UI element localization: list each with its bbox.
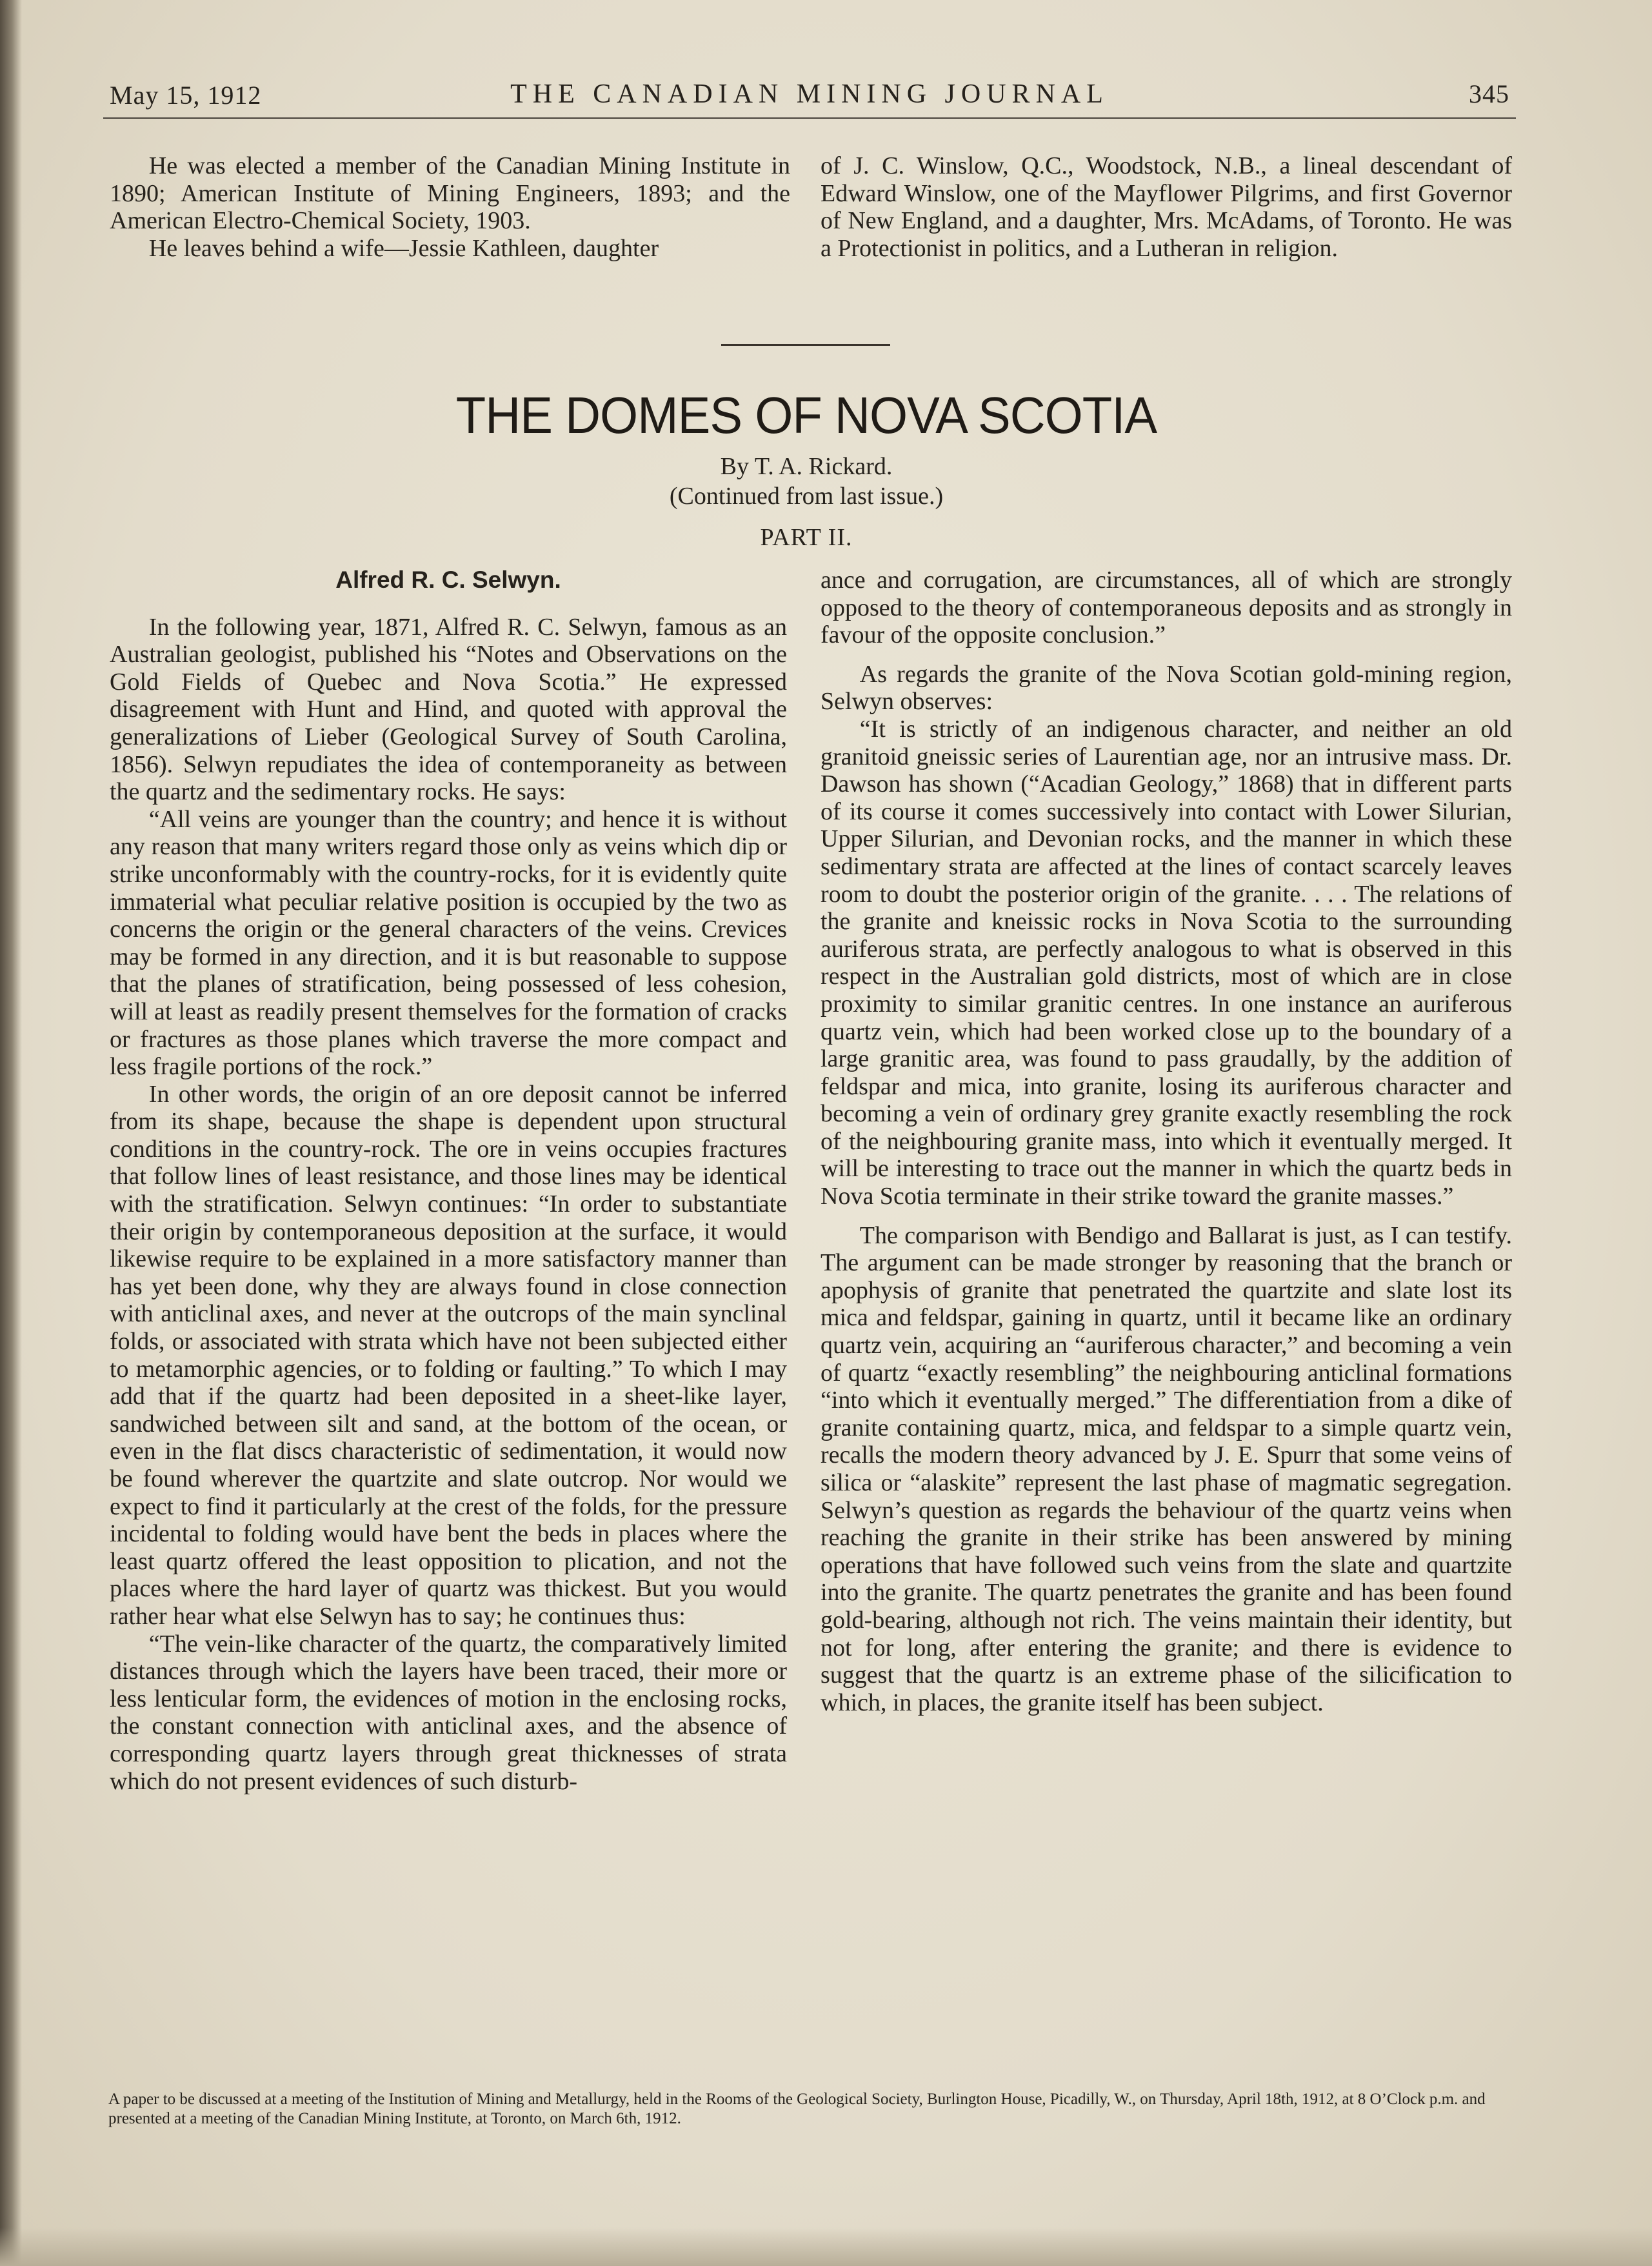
- page-bottom-shadow: [0, 2227, 1652, 2266]
- section-heading: Alfred R. C. Selwyn.: [335, 566, 561, 593]
- binding-gutter-shadow: [0, 0, 22, 2266]
- header-rule: [103, 117, 1516, 119]
- obituary-paragraph: of J. C. Winslow, Q.C., Woodstock, N.B., a lineal descendant of Edward Winslow, one of the Mayflower Pilgrims, and first Governor of New England, and a daughter, Mrs. McAdams, of Toronto. He was a Protectionist in politics, and a Lutheran in religion.: [821, 152, 1512, 262]
- header-date: May 15, 1912: [110, 81, 262, 110]
- section-divider-rule: [721, 344, 890, 346]
- article-paragraph: As regards the granite of the Nova Scotian gold-mining region, Selwyn observes:: [821, 660, 1512, 716]
- article-byline: By T. A. Rickard.: [720, 453, 893, 480]
- article-paragraph: ance and corrugation, are circumstances, all of which are strongly opposed to the theory of contemporaneous deposits and as strongly in favour of the opposite conclusion.”: [821, 566, 1512, 649]
- article-footnote: A paper to be discussed at a meeting of the Institution of Mining and Metallurgy, held in the Rooms of the Geological Society, Burlington House, Picadilly, W., on Thursday, April 18th, 1912, at 8 O’Clock p.m. and presented at a meeting of the Canadian Mining Institute, at Toronto, on March 6th, 1912.: [108, 2091, 1486, 2127]
- article-title: THE DOMES OF NOVA SCOTIA: [455, 386, 1157, 444]
- journal-title: THE CANADIAN MINING JOURNAL: [510, 79, 1109, 109]
- running-header: [110, 76, 1509, 115]
- obituary-paragraph: He was elected a member of the Canadian Mining Institute in 1890; American Institute of Mining Engineers, 1893; and the American Electro-Chemical Society, 1903.: [110, 152, 790, 235]
- article-continued-note: (Continued from last issue.): [669, 483, 944, 510]
- article-paragraph: The comparison with Bendigo and Ballarat is just, as I can testify. The argument can be made stronger by reasoning that the branch or apophysis of granite that penetrated the quartzite and slate lost its mica and feldspar, gaining in quartz, until it became like an ordinary quartz vein, acquiring an “auriferous character,” and becoming a vein of quartz “exactly resembling” the neighbouring anticlinal formations “into which it eventually merged.” The differentiation from a dike of granite containing quartz, mica, and feldspar to a simple quartz vein, recalls the modern theory advanced by J. E. Spurr that some veins of silica or “alaskite” represent the last phase of magmatic segregation. Selwyn’s question as regards the behaviour of the quartz veins when reaching the granite in their strike has been answered by mining operations that have followed such veins from the slate and quartzite into the granite. The quartz penetrates the granite and has been found gold-bearing, although not rich. The veins maintain their identity, but not for long, after entering the granite; and there is evidence to suggest that the quartz is an extreme phase of the silicification to which, in places, the granite itself has been subject.: [821, 1221, 1512, 1716]
- article-column-right: [821, 566, 1512, 1716]
- article-paragraph: “It is strictly of an indigenous character, and neither an old granitoid gneissic series of Laurentian age, nor an intrusive mass. Dr. Dawson has shown (“Acadian Geology,” 1868) that in different parts of its course it comes successively into contact with Lower Silurian, Upper Silurian, and Devonian rocks, and the manner in which these sedimentary strata are affected at the lines of contact scarcely leaves room to doubt the posterior origin of the granite. . . . The relations of the granite and kneissic rocks in Nova Scotia to the surrounding auriferous strata, are perfectly analogous to what is observed in this respect in the Australian gold districts, most of which are in close proximity to similar granitic centres. In one instance an auriferous quartz vein, which had been worked close up to the boundary of a large granitic area, was found to pass graudally, by the addition of feldspar and mica, into granite, losing its auriferous character and becoming a vein of ordinary grey granite exactly resembling the rock of the neighbouring granite mass, into which it eventually merged. It will be interesting to trace out the manner in which the quartz beds in Nova Scotia terminate in their strike toward the granite masses.”: [821, 715, 1512, 1210]
- obituary-column-right: [821, 152, 1512, 262]
- article-title-block: [323, 385, 1290, 552]
- article-paragraph: “All veins are younger than the country; and hence it is without any reason that many writers regard those only as veins which dip or strike unconformably with the country-rocks, for it is evidently quite immaterial what peculiar relative position is occupied by the two as concerns the origin or the general characters of the veins. Crevices may be formed in any direction, and it is but reasonable to suppose that the planes of stratification, being possessed of less cohesion, will at least as readily present themselves for the formation of cracks or fractures as those planes which traverse the more compact and less fragile portions of the rock.”: [110, 805, 787, 1081]
- obituary-column-left: [110, 152, 790, 262]
- article-column-left: [110, 566, 787, 1795]
- obituary-paragraph: He leaves behind a wife—Jessie Kathleen, daughter: [148, 234, 659, 262]
- page-number: 345: [1469, 79, 1509, 108]
- article-paragraph: In other words, the origin of an ore deposit cannot be inferred from its shape, because the shape is dependent upon structural conditions in the country-rock. The ore in veins occupies fractures that follow lines of least resistance, and those lines may be identical with the stratification. Selwyn continues: “In order to substantiate their origin by contemporaneous deposition at the surface, it would likewise require to be explained in a more satisfactory manner than has yet been done, why they are always found in close connection with anticlinal axes, and never at the outcrops of the main synclinal folds, or associated with strata which have not been subjected either to metamorphic agencies, or to folding or faulting.” To which I may add that if the quartz had been deposited in a sheet-like layer, sandwiched between silt and sand, at the bottom of the ocean, or even in the flat discs characteristic of sedimentation, it would now be found wherever the quartzite and slate outcrop. Nor would we expect to find it particularly at the crest of the folds, for the pressure incidental to folding would have bent the beds in places where the least quartz offered the least opposition to plication, and not the places where the hard layer of quartz was thickest. But you would rather hear what else Selwyn has to say; he continues thus:: [110, 1080, 787, 1630]
- article-part-label: PART II.: [760, 524, 853, 551]
- article-paragraph: In the following year, 1871, Alfred R. C. Selwyn, famous as an Australian geologist, published his “Notes and Observations on the Gold Fields of Quebec and Nova Scotia.” He expressed disagreement with Hunt and Hind, and quoted with approval the generalizations of Lieber (Geological Survey of South Carolina, 1856). Selwyn repudiates the idea of contemporaneity as between the quartz and the sedimentary rocks. He says:: [110, 613, 787, 806]
- article-paragraph: “The vein-like character of the quartz, the comparatively limited distances through which the layers have been traced, their more or less lenticular form, the evidences of motion in the enclosing rocks, the constant connection with anticlinal axes, and the absence of corresponding quartz layers through great thicknesses of strata which do not present evidences of such disturb-: [110, 1630, 787, 1795]
